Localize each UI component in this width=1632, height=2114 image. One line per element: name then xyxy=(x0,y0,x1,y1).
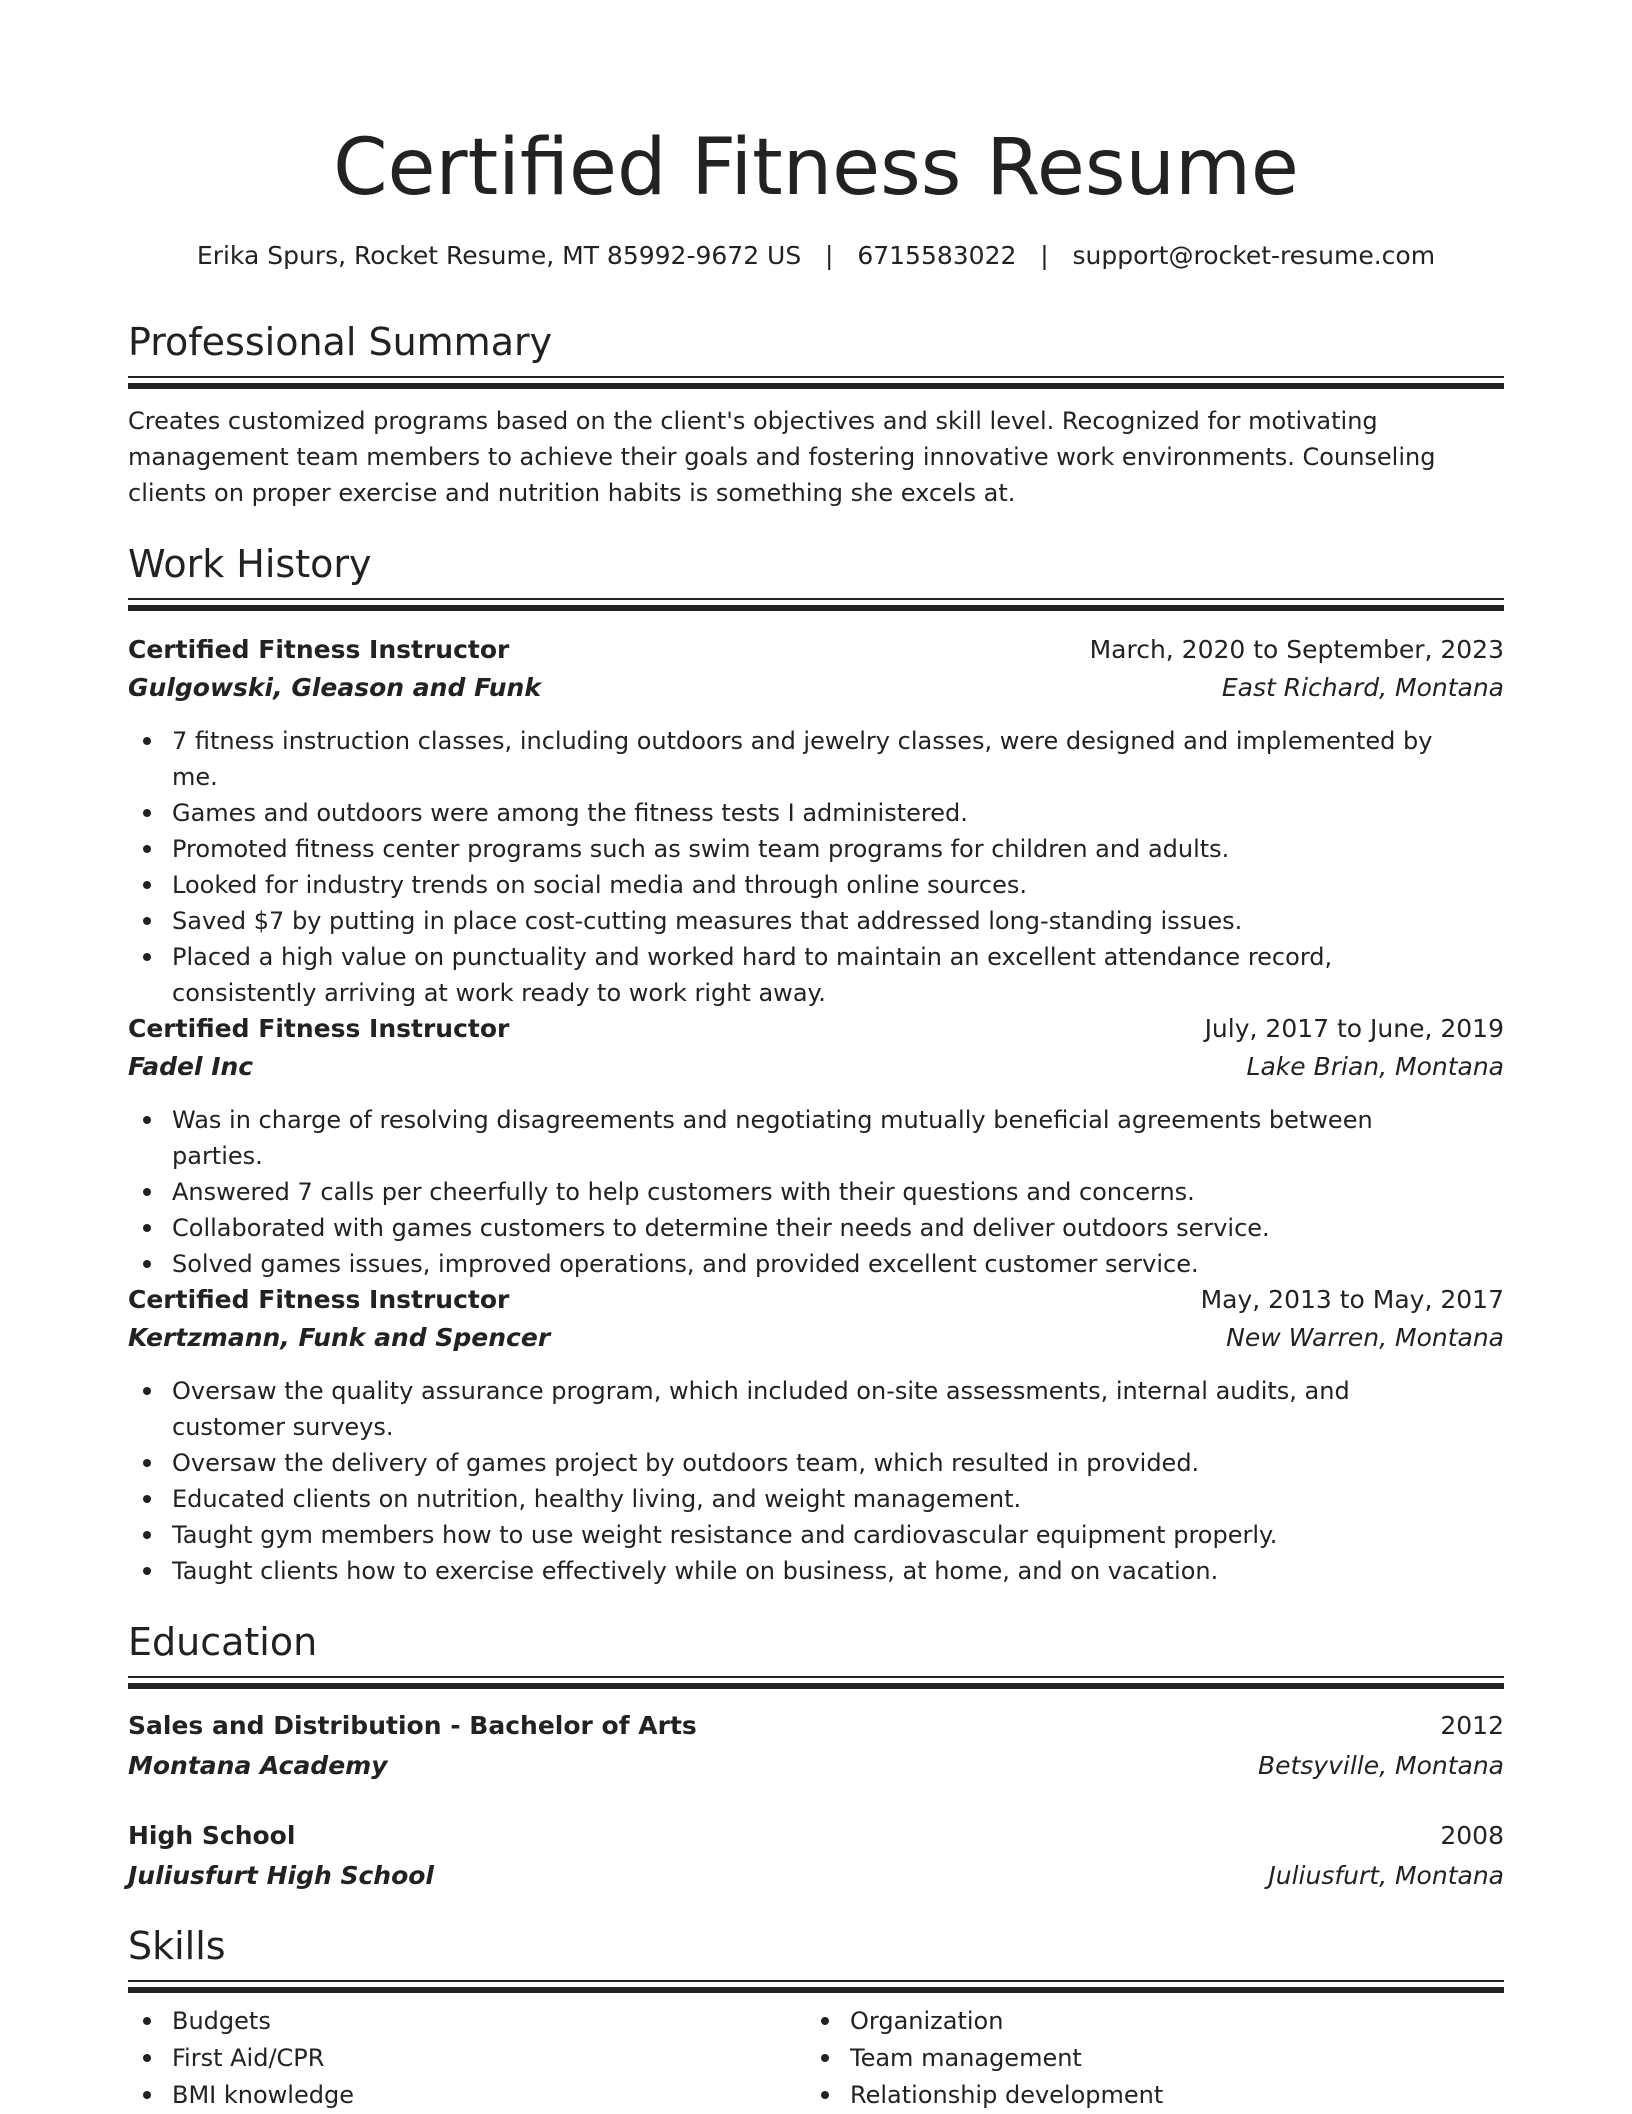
job-location: East Richard, Montana xyxy=(1221,673,1504,702)
job-dates: March, 2020 to September, 2023 xyxy=(1089,635,1504,664)
job-entry xyxy=(128,1010,1504,1282)
section-divider xyxy=(128,1676,1504,1678)
skills-list xyxy=(128,2003,806,2114)
job-bullets xyxy=(128,1373,1504,1589)
list-item: Looked for industry trends on social media and through online sources. xyxy=(172,867,1504,903)
skill-item: Relationship development xyxy=(850,2077,1484,2114)
skill-item: First Aid/CPR xyxy=(172,2040,806,2077)
graduation-year: 2008 xyxy=(1440,1821,1504,1850)
list-item: Games and outdoors were among the fitness tests I administered. xyxy=(172,795,1504,831)
job-entry xyxy=(128,1281,1504,1589)
degree: Sales and Distribution - Bachelor of Arts xyxy=(128,1711,697,1740)
job-title: Certified Fitness Instructor xyxy=(128,1285,510,1314)
job-location: Lake Brian, Montana xyxy=(1246,1052,1504,1081)
list-item: Oversaw the delivery of games project by outdoors team, which resulted in provided. xyxy=(172,1445,1504,1481)
school-location: Juliusfurt, Montana xyxy=(1268,1861,1504,1890)
job-title: Certified Fitness Instructor xyxy=(128,1014,510,1043)
list-item: 7 fitness instruction classes, including outdoors and jewelry classes, were designed and implemented by me. xyxy=(172,723,1504,795)
job-bullets xyxy=(128,723,1504,1011)
list-item: Taught clients how to exercise effectively while on business, at home, and on vacation. xyxy=(172,1553,1504,1589)
section-title-work: Work History xyxy=(128,542,372,586)
job-bullets xyxy=(128,1102,1504,1282)
graduation-year: 2012 xyxy=(1440,1711,1504,1740)
education-entry xyxy=(128,1817,1504,1895)
list-item: Answered 7 calls per cheerfully to help customers with their questions and concerns. xyxy=(172,1174,1504,1210)
section-divider xyxy=(128,376,1504,378)
education-entry xyxy=(128,1707,1504,1785)
resume-title: Certified Fitness Resume xyxy=(333,123,1299,213)
section-divider xyxy=(128,598,1504,600)
list-item: Solved games issues, improved operations, and provided excellent customer service. xyxy=(172,1246,1504,1282)
school-location: Betsyville, Montana xyxy=(1257,1751,1504,1780)
section-divider-thick xyxy=(128,1683,1504,1689)
skills-list xyxy=(806,2003,1484,2114)
section-divider-thick xyxy=(128,383,1504,389)
job-dates: May, 2013 to May, 2017 xyxy=(1200,1285,1504,1314)
section-title-skills: Skills xyxy=(128,1924,226,1968)
section-divider xyxy=(128,1980,1504,1982)
job-company: Fadel Inc xyxy=(128,1052,254,1081)
skill-item: Team management xyxy=(850,2040,1484,2077)
skills-column-left xyxy=(128,2003,806,2114)
skills-section xyxy=(128,1922,1504,2114)
list-item: Saved $7 by putting in place cost-cutting measures that addressed long-standing issues. xyxy=(172,903,1504,939)
education-section xyxy=(128,1618,1504,1689)
job-company: Kertzmann, Funk and Spencer xyxy=(128,1323,551,1352)
work-section xyxy=(128,540,1504,611)
job-dates: July, 2017 to June, 2019 xyxy=(1204,1014,1504,1043)
section-title-education: Education xyxy=(128,1620,318,1664)
skill-item: Budgets xyxy=(172,2003,806,2040)
job-entry xyxy=(128,631,1504,1011)
contact-line: Erika Spurs, Rocket Resume, MT 85992-9672 US | 6715583022 | support@rocket-resume.com xyxy=(196,241,1436,270)
list-item: Placed a high value on punctuality and worked hard to maintain an excellent attendance record, consistently arriving at work ready to work right away. xyxy=(172,939,1504,1011)
list-item: Promoted fitness center programs such as swim team programs for children and adults. xyxy=(172,831,1504,867)
job-title: Certified Fitness Instructor xyxy=(128,635,510,664)
list-item: Taught gym members how to use weight resistance and cardiovascular equipment properly. xyxy=(172,1517,1504,1553)
skill-item: Organization xyxy=(850,2003,1484,2040)
job-company: Gulgowski, Gleason and Funk xyxy=(128,673,541,702)
summary-section xyxy=(128,318,1504,511)
skill-item: BMI knowledge xyxy=(172,2077,806,2114)
skills-column-right xyxy=(806,2003,1484,2114)
school-name: Montana Academy xyxy=(128,1751,388,1780)
degree: High School xyxy=(128,1821,296,1850)
summary-text: Creates customized programs based on the client's objectives and skill level. Recognized for motivating management team members to achieve their goals and fostering innovative work environments. Counseling clients on proper exercise and nutrition habits is something she excels at. xyxy=(128,407,1436,507)
job-location: New Warren, Montana xyxy=(1226,1323,1504,1352)
section-divider-thick xyxy=(128,1987,1504,1993)
section-divider-thick xyxy=(128,605,1504,611)
skills-columns xyxy=(128,2003,1504,2114)
school-name: Juliusfurt High School xyxy=(128,1861,435,1890)
section-title-summary: Professional Summary xyxy=(128,320,553,364)
list-item: Educated clients on nutrition, healthy living, and weight management. xyxy=(172,1481,1504,1517)
list-item: Was in charge of resolving disagreements and negotiating mutually beneficial agreements between parties. xyxy=(172,1102,1504,1174)
list-item: Oversaw the quality assurance program, which included on-site assessments, internal audits, and customer surveys. xyxy=(172,1373,1504,1445)
list-item: Collaborated with games customers to determine their needs and deliver outdoors service. xyxy=(172,1210,1504,1246)
